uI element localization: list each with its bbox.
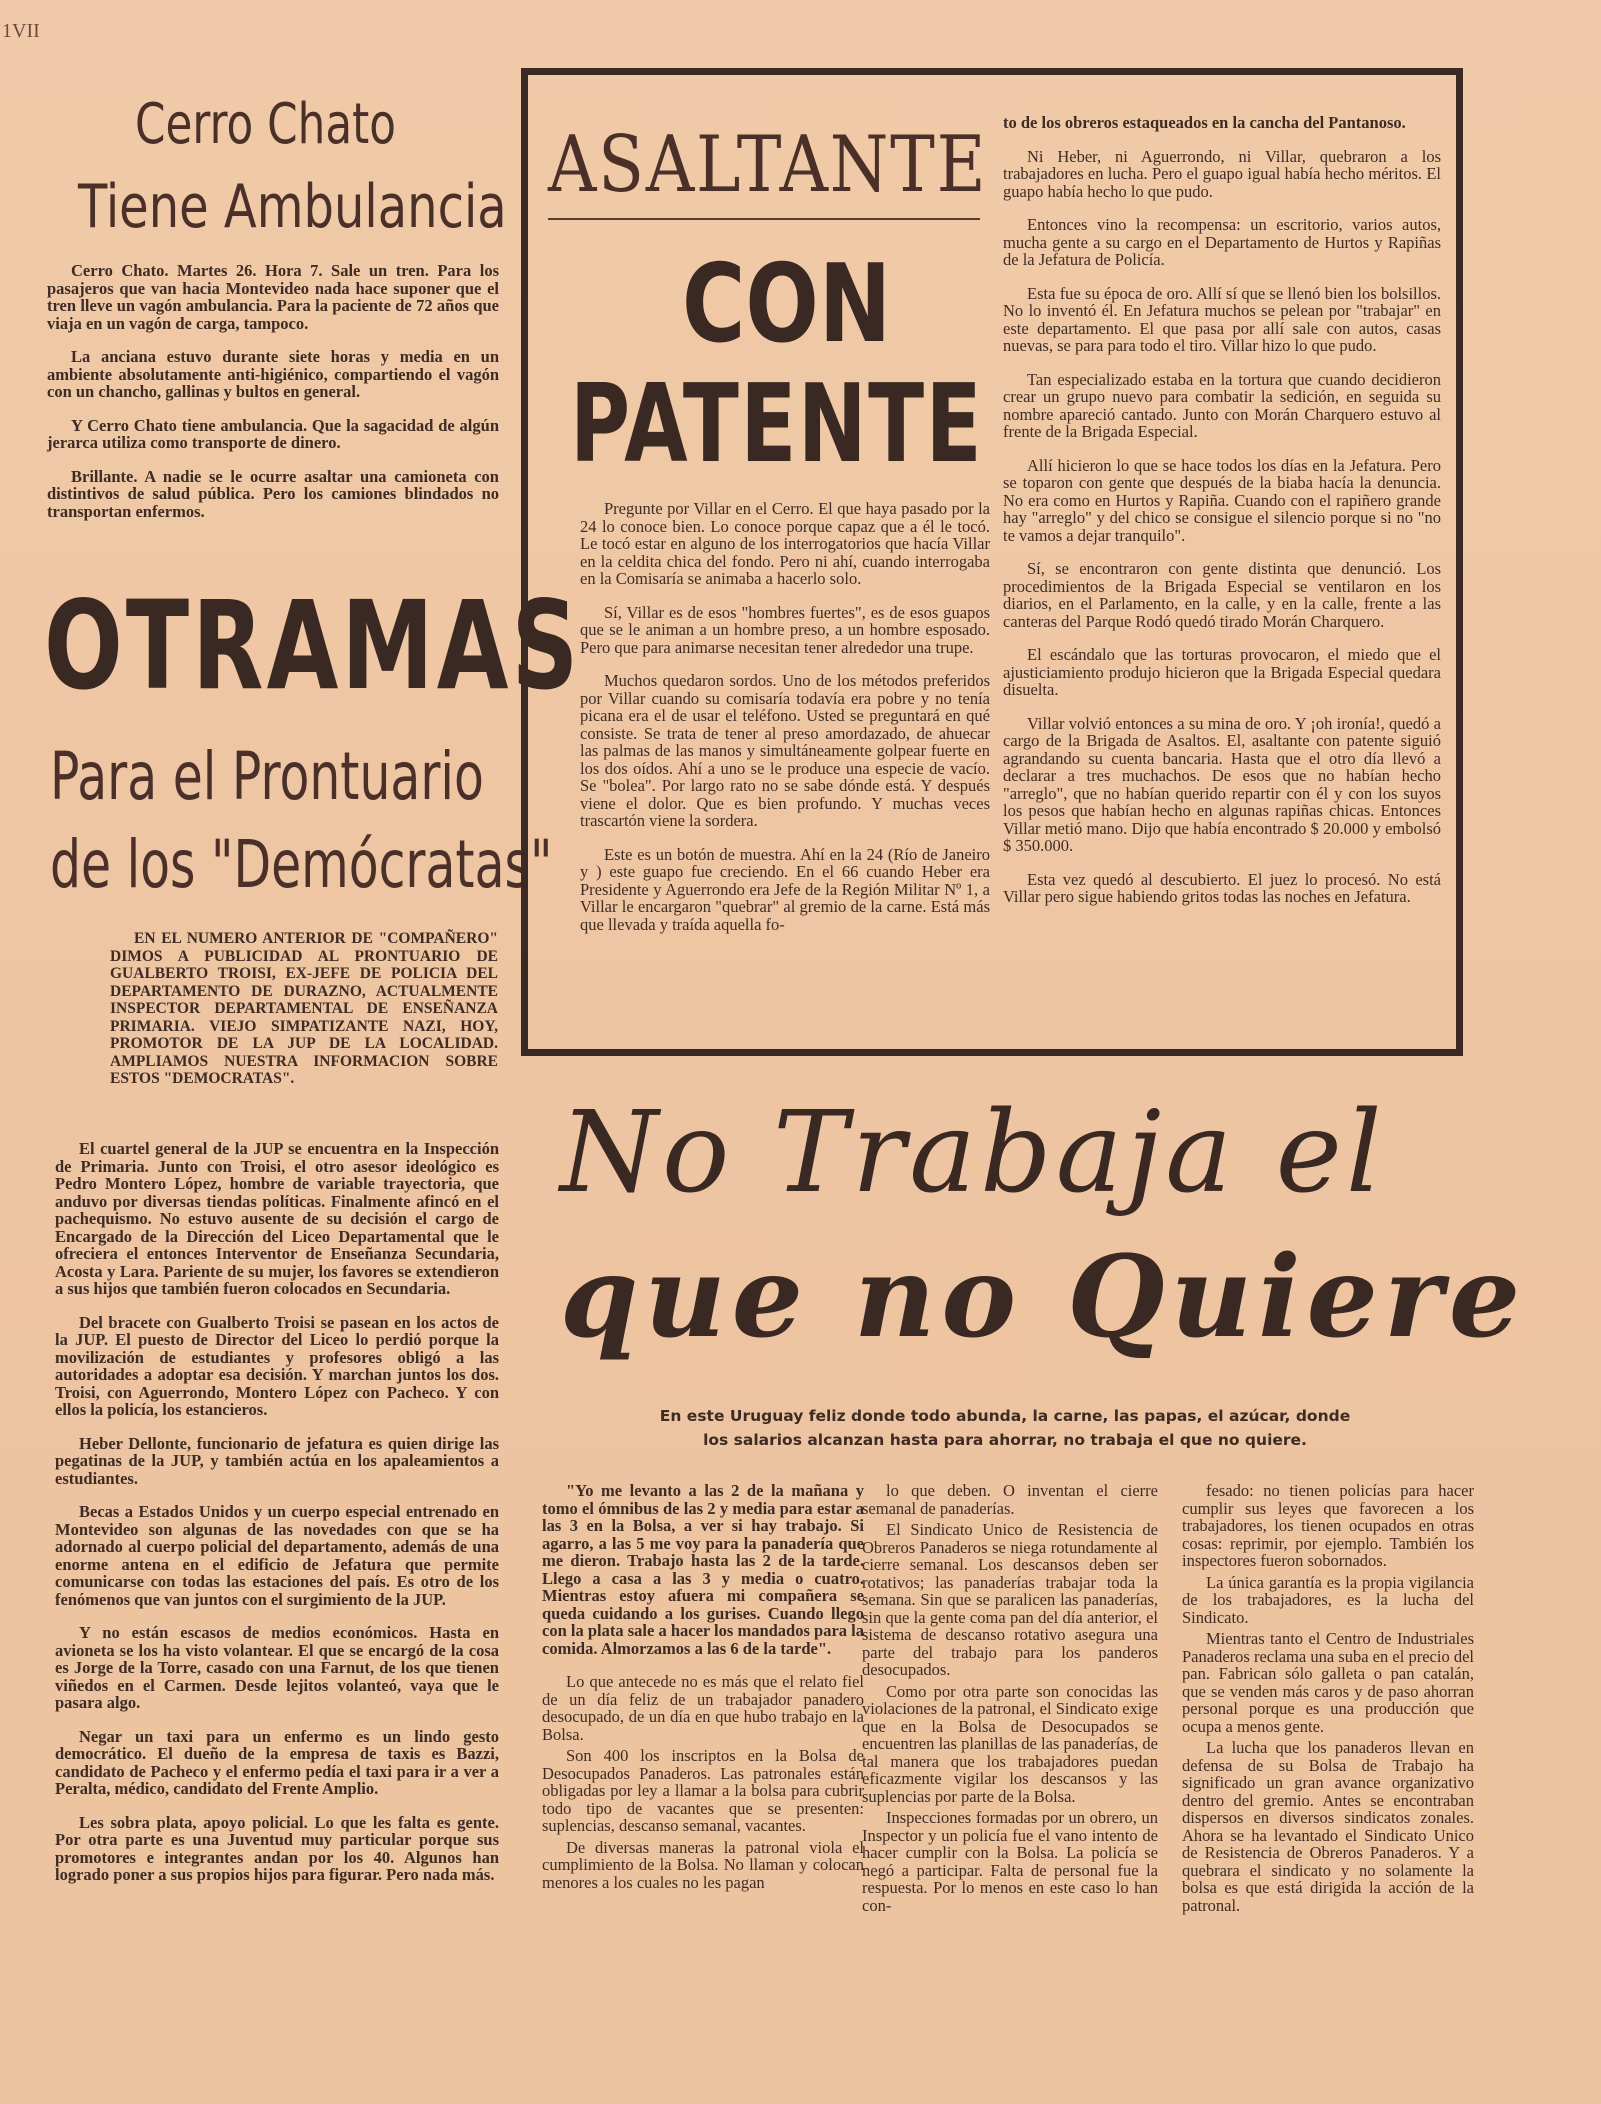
trabaja-paragraph: Como por otra parte son conocidas las violaciones de la patronal, el Sindicato exige que en la Bolsa de Desocupados se encuentren las planillas de las panaderías, de tal manera que los trabajadores puedan eficazmente vigilar los descansos y las suplencias por parte de la Bolsa. xyxy=(862,1681,1158,1806)
con-title: CON xyxy=(682,242,892,367)
trabaja-paragraph: El Sindicato Unico de Resistencia de Obreros Panaderos se niega rotundamente al cierre semanal. Los descansos deben ser rotativos; las panaderías trabajar toda la semana. Sin que se paralicen las panaderías, sin que la gente coma pan del día anterior, el sistema de descanso rotativo asegura una parte del trabajo para los panderos desocupados. xyxy=(862,1520,1158,1679)
asaltante-title: ASALTANTE xyxy=(548,120,988,210)
trabaja-paragraph: lo que deben. O inventan el cierre semanal de panaderías. xyxy=(862,1481,1158,1518)
asaltante-paragraph: Esta vez quedó al descubierto. El juez lo procesó. No está Villar pero sigue habiendo gritos todas las noches en Jefatura. xyxy=(1003,869,1441,906)
trabaja-paragraph: Son 400 los inscriptos en la Bolsa de Desocupados Panaderos. Las patronales están obligadas por ley a llamar a la bolsa para cubrir todo tipo de vacantes que se presenten: suplencias, descanso semanal, vacantes. xyxy=(542,1746,864,1835)
trabaja-paragraph: Inspecciones formadas por un obrero, un Inspector y un policía fue el vano intento de hacer cumplir con la Bolsa. La policía se negó a participar. Falta de personal fue la respuesta. Por lo menos en este caso lo han con- xyxy=(862,1808,1158,1915)
prontuario-intro xyxy=(110,930,498,1104)
cerro-paragraph: Y Cerro Chato tiene ambulancia. Que la sagacidad de algún jerarca utiliza como transporte de dinero. xyxy=(47,415,499,452)
jup-paragraph: Negar un taxi para un enfermo es un lindo gesto democrático. El dueño de la empresa de taxis es Bazzi, candidato de Pacheco y el enfermo pedía el taxi para ir a ver a Peralta, médico, candidato del Frente Amplio. xyxy=(55,1726,499,1798)
trabaja-subtitle: En este Uruguay feliz donde todo abunda, la carne, las papas, el azúcar, donde los salarios alcanzan hasta para ahorrar, no trabaja el que no quiere. xyxy=(659,1407,1351,1449)
jup-paragraph: Heber Dellonte, funcionario de jefatura es quien dirige las pegatinas de la JUP, y también actúa en los apaleamientos a estudiantes. xyxy=(55,1433,499,1488)
trabaja-paragraph: De diversas maneras la patronal viola el cumplimiento de la Bolsa. No llaman y colocan menores a los cuales no les pagan xyxy=(542,1837,864,1892)
jup-paragraph: Les sobra plata, apoyo policial. Lo que les falta es gente. Por otra parte es una Juventud muy particular porque sus promotores e integrantes andan por los 40. Algunos han logrado poner a sus propios hijos para figurar. Pero nada más. xyxy=(55,1812,499,1884)
asaltante-paragraph: Sí, Villar es de esos "hombres fuertes", es de esos guapos que se le animan a un hombre preso, a un hombre esposado. Pero que para animarse necesitan tener alrededor una trupe. xyxy=(580,602,990,657)
prontuario-title-line-1: Para el Prontuario xyxy=(50,738,484,815)
cerro-paragraph: Brillante. A nadie se le ocurre asaltar una camioneta con distintivos de salud pública. Pero los camiones blindados no transportan enfermos. xyxy=(47,466,499,521)
jup-article xyxy=(55,1140,499,1900)
asaltante-col-1 xyxy=(580,500,990,949)
cerro-paragraph: La anciana estuvo durante siete horas y media en un ambiente absolutamente anti-higiénico, compartiendo el vagón con un chancho, gallinas y bultos en general. xyxy=(47,347,499,401)
otramas-heading: OTRAMAS xyxy=(44,575,582,717)
jup-paragraph: Becas a Estados Unidos y un cuerpo especial entrenado en Montevideo son algunas de las novedades con que se ha adornado al cuerpo policial del departamento, además de una enorme antena en el edificio de Jefatura que permite comunicarse con todas las estaciones del país. Es otro de los fenómenos que van juntos con el surgimiento de la JUP. xyxy=(55,1502,499,1609)
trabaja-title-line-1: No Trabaja el xyxy=(560,1088,1386,1218)
cerro-article xyxy=(47,262,499,536)
trabaja-title-line-2: que no Quiere xyxy=(560,1232,1527,1363)
asaltante-paragraph: Pregunte por Villar en el Cerro. El que haya pasado por la 24 lo conoce bien. Lo conoce porque capaz que a él le tocó. Le tocó estar en alguno de los interrogatorios que hacía Villar en la celdita chica del fondo. Pero ni ahí, cuando interrogaba en la Comisaría se animaba a hacerlo solo. xyxy=(580,499,990,588)
title-rule xyxy=(548,218,980,220)
asaltante-paragraph: Villar volvió entonces a su mina de oro. Y ¡oh ironía!, quedó a cargo de la Brigada de Asaltos. El, asaltante con patente siguió agrandando su cuenta bancaria. Hasta que el otro día llevó a declarar a tres muchachos. De esos que no habían hecho "arreglo", que no habían querido repartir con él y con los suyos los pesos que habían hecho en algunas rapiñas chicas. Entonces Villar metió mano. Dijo que había encontrado $ 20.000 y embolsó $ 350.000. xyxy=(1003,713,1441,855)
jup-paragraph: El cuartel general de la JUP se encuentra en la Inspección de Primaria. Junto con Troisi, el otro asesor ideológico es Pedro Montero López, hombre de variable trayectoria, que anduvo por diversas tiendas políticas. Finalmente afincó en el pachequismo. No estuvo ausente de su decisión el cargo de Encargado de la Dirección del Liceo Departamental que le ofreciera el entonces Interventor de Enseñanza Secundaria, Acosta y Lara. Pariente de su mujer, los favores se extendieron a sus hijos que también fueron colocados en Secundaria. xyxy=(55,1139,499,1298)
trabaja-paragraph: Lo que antecede no es más que el relato fiel de un día feliz de un trabajador panadero desocupado, de un día en que hubo trabajo en la Bolsa. xyxy=(542,1672,864,1744)
trabaja-paragraph: Mientras tanto el Centro de Industriales Panaderos reclama una suba en el precio del pan. Fabrican sólo galleta o pan catalán, que se venden más caros y de paso ahorran personal porque es una producción que ocupa a menos gente. xyxy=(1182,1629,1474,1736)
asaltante-paragraph: Esta fue su época de oro. Allí sí que se llenó bien los bolsillos. No lo inventó él. En Jefatura muchos se pelean por "trabajar" en este departamento. El que pasa por allí sale con autos, casas nuevas, se para para todo el tiro. Villar hizo lo que pudo. xyxy=(1003,283,1441,355)
cerro-paragraph: Cerro Chato. Martes 26. Hora 7. Sale un tren. Para los pasajeros que van hacia Montevideo nada hace suponer que el tren lleve un vagón ambulancia. Para la paciente de 72 años que viaja en un vagón de carga, tampoco. xyxy=(47,261,499,333)
asaltante-paragraph: Este es un botón de muestra. Ahí en la 24 (Río de Janeiro y ) este guapo fue creciendo. En el 66 cuando Heber era Presidente y Aguerrondo era Jefe de la Región Militar Nº 1, a Villar le encargaron "quebrar" al gremio de la carne. Está más que llevada y traída aquella fo- xyxy=(580,844,990,934)
asaltante-paragraph: Tan especializado estaba en la tortura que cuando decidieron crear un grupo nuevo para combatir la sedición, en seguida su nombre apareció cantado. Junto con Morán Charquero estuvo al frente de la Brigada Especial. xyxy=(1003,369,1441,441)
asaltante-paragraph: Allí hicieron lo que se hace todos los días en la Jefatura. Pero se toparon con gente que después de la biaba hacía la denuncia. No era como en Hurtos y Rapiña. Cuando con el rapiñero grande hay "arreglo" y del chico se consigue el silencio porque si no "no te vamos a dejar tranquilo". xyxy=(1003,455,1441,545)
trabaja-paragraph: fesado: no tienen policías para hacer cumplir sus leyes que favorecen a los trabajadores, los tienen ocupados en otras cosas: reprimir, por ejemplo. También los inspectores fueron sobornados. xyxy=(1182,1481,1474,1570)
corner-mark: 1VII xyxy=(2,20,40,42)
asaltante-paragraph: to de los obreros estaqueados en la cancha del Pantanoso. xyxy=(1003,113,1406,132)
cerro-title-line-2: Tiene Ambulancia xyxy=(78,172,507,242)
trabaja-col-3 xyxy=(1182,1482,1474,1930)
asaltante-paragraph: Sí, se encontraron con gente distinta que denunció. Los procedimientos de la Brigada Especial se ventilaron en los diarios, en el Parlamento, en la calle, y en la calle, frente a las canteras del Parque Rodó quedó tirado Morán Charquero. xyxy=(1003,559,1441,631)
prontuario-title-line-2: de los "Demócratas" xyxy=(50,826,553,903)
trabaja-paragraph: La lucha que los panaderos llevan en defensa de su Bolsa de Trabajo ha significado un gran avance organizativo dentro del gremio. Antes se encontraban dispersos en diversos sindicatos zonales. Ahora se ha levantado el Sindicato Unico de Resistencia de Obreros Panaderos. Y a quebrara el sindicato y no solamente la bolsa es que está dirigida la acción de la patronal. xyxy=(1182,1738,1474,1915)
asaltante-col-2 xyxy=(1003,114,1441,922)
cerro-title-line-1: Cerro Chato xyxy=(135,92,396,157)
trabaja-paragraph: "Yo me levanto a las 2 de la mañana y tomo el ómnibus de las 2 y media para estar a las 3 en la Bolsa, a ver si hay trabajo. Si agarro, a las 5 me voy para la panadería que me dieron. Trabajo hasta las 2 de la tarde. Llego a casa a las 3 y media o cuatro. Mientras estoy afuera mi compañera se queda cuidando a los gurises. Cuando llego con la plata sale a hacer los mandados para la comida. Almorzamos a las 6 de la tarde". xyxy=(542,1481,864,1658)
asaltante-paragraph: Entonces vino la recompensa: un escritorio, varios autos, mucha gente a su cargo en el Departamento de Hurtos y Rapiñas de la Jefatura de Policía. xyxy=(1003,215,1441,269)
asaltante-paragraph: El escándalo que las torturas provocaron, el miedo que el ajusticiamiento produjo hicieron que la Brigada Especial quedara disuelta. xyxy=(1003,645,1441,699)
intro-text: EN EL NUMERO ANTERIOR DE "COMPAÑERO" DIMOS A PUBLICIDAD AL PRONTUARIO DE GUALBERTO TROISI, EX-JEFE DE POLICIA DEL DEPARTAMENTO DE DURAZNO, ACTUALMENTE INSPECTOR DEPARTAMENTAL DE ENSEÑANZA PRIMARIA. VIEJO SIMPATIZANTE NAZI, HOY, PROMOTOR DE LA JUP DE LA LOCALIDAD. AMPLIAMOS NUESTRA INFORMACION SOBRE ESTOS "DEMOCRATAS". xyxy=(110,930,498,1087)
patente-title: PATENTE xyxy=(570,362,984,487)
trabaja-paragraph: La única garantía es la propia vigilancia de los trabajadores, es la lucha del Sindicato. xyxy=(1182,1572,1474,1627)
trabaja-col-2 xyxy=(862,1482,1158,1930)
jup-paragraph: Y no están escasos de medios económicos. Hasta en avioneta se los ha visto volantear. El que se encargó de la cosa es Jorge de la Torre, casado con una Farnut, de los que tienen viñedos en el Carmen. Desde lejitos volanteó, vaya que le pasara algo. xyxy=(55,1623,499,1712)
asaltante-paragraph: Muchos quedaron sordos. Uno de los métodos preferidos por Villar cuando su comisaría todavía era pobre y no tenía picana era el de usar el teléfono. Usted se preguntará en qué consiste. Se trata de tener al preso amordazado, de ahuecar las palmas de las manos y simultáneamente golpear fuerte en los dos oídos. Ahí a uno se le produce una especie de vacío. Se "bolea". Por largo rato no se sabe dónde está. Y después viene el dolor. Que es bien profundo. Y muchas veces trascartón viene la sordera. xyxy=(580,671,990,830)
trabaja-col-1 xyxy=(542,1482,864,1907)
jup-paragraph: Del bracete con Gualberto Troisi se pasean en los actos de la JUP. El puesto de Director del Liceo lo perdió porque la movilización de estudiantes y profesores obligó a las autoridades a adoptar esa decisión. Y marchan juntos los dos. Troisi, con Aguerrondo, Montero López con Pacheco. Y con ellos la policía, los estancieros. xyxy=(55,1312,499,1419)
asaltante-paragraph: Ni Heber, ni Aguerrondo, ni Villar, quebraron a los trabajadores en lucha. Pero el guapo igual había hecho méritos. El guapo había hecho lo que pudo. xyxy=(1003,146,1441,201)
